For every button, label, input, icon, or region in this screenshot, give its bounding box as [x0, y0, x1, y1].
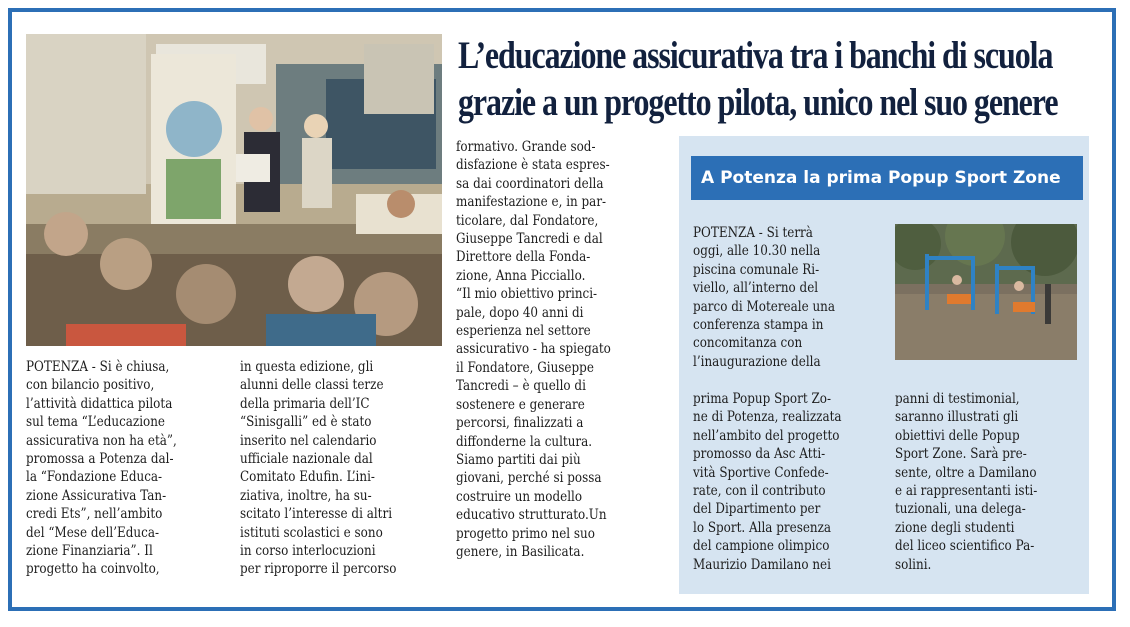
sidebar-line: panni di testimonial, [895, 391, 1020, 407]
article-line: esperienza nel settore [456, 323, 591, 340]
article-line: zione Assicurativa Tan- [26, 487, 167, 504]
article-line: Tancredi – è quello di [456, 378, 586, 395]
sidebar-line: vità Sportive Confede- [693, 464, 829, 481]
article-line: educativo strutturato.Un [456, 507, 607, 524]
article-column-2 [240, 358, 448, 579]
article-line: ticolare, dal Fondatore, [456, 212, 599, 229]
sidebar-line: prima Popup Sport Zo- [693, 391, 832, 407]
article-line: zione, Anna Picciallo. [456, 267, 586, 284]
sidebar-line: del campione olimpico [693, 538, 830, 555]
article-column-3 [456, 138, 668, 561]
sidebar-line: concomitanza con [693, 335, 803, 352]
article-line: manifestazione e, in par- [456, 194, 607, 211]
article-line: istituti scolastici e sono [240, 524, 383, 541]
article-line: della primaria dell’IC [240, 395, 370, 412]
article-line: con bilancio positivo, [26, 377, 155, 394]
article-line: sostenere e generare [456, 396, 585, 413]
article-line: il Fondatore, Giuseppe [456, 359, 594, 376]
sidebar-line: tuzionali, una delega- [895, 501, 1026, 518]
headline [458, 32, 1058, 126]
headline-line-2: grazie a un progetto pilota, unico nel suo genere [458, 81, 1058, 124]
article-line: progetto ha coinvolto, [26, 561, 160, 578]
article-line: POTENZA - Si è chiusa, [26, 359, 170, 375]
sidebar-line: rate, con il contributo [693, 483, 826, 500]
article-line: del “Mese dell’Educa- [26, 524, 159, 541]
sidebar-line: del Dipartimento per [693, 501, 821, 518]
sidebar-line: lo Sport. Alla presenza [693, 519, 832, 536]
article-line: genere, in Basilicata. [456, 543, 585, 560]
article-line: scitato l’interesse di altri [240, 506, 393, 523]
sidebar-line: Maurizio Damilano nei [693, 556, 831, 573]
article-line: in corso interlocuzioni [240, 543, 376, 560]
sidebar-line: promosso da Asc Atti- [693, 446, 826, 463]
article-line: percorsi, finalizzati a [456, 415, 584, 432]
sidebar-title: A Potenza la prima Popup Sport Zone [691, 156, 1083, 200]
article-line: Siamo partiti dai più [456, 451, 581, 468]
article-line: la “Fondazione Educa- [26, 469, 163, 486]
article-line: Giuseppe Tancredi e dal [456, 231, 603, 248]
article-line: zione Finanziaria”. Il [26, 543, 153, 560]
article-line: promossa a Potenza dal- [26, 451, 174, 468]
sidebar-box [679, 136, 1089, 594]
sidebar-column-2 [895, 390, 1085, 574]
sidebar-line: parco di Motereale una [693, 298, 836, 315]
article-line: “Sinisgalli” ed è stato [240, 414, 372, 431]
article-line: assicurativa non ha età”, [26, 432, 177, 449]
sidebar-line: del liceo scientifico Pa- [895, 538, 1035, 555]
article-frame [8, 8, 1116, 611]
sidebar-line: oggi, alle 10.30 nella [693, 243, 821, 260]
sport-zone-photo [895, 224, 1077, 360]
article-line: pale, dopo 40 anni di [456, 304, 584, 321]
sidebar-line: obiettivi delle Popup [895, 427, 1020, 444]
sidebar-line: zione degli studenti [895, 519, 1015, 536]
sidebar-line: POTENZA - Si terrà [693, 225, 813, 241]
article-line: diffonderne la cultura. [456, 433, 593, 450]
article-line: per riproporre il percorso [240, 561, 397, 578]
article-line: progetto primo nel suo [456, 525, 595, 542]
sidebar-line: nell’ambito del progetto [693, 427, 840, 444]
article-line: sa dai coordinatori della [456, 175, 604, 192]
headline-line-1: L’educazione assicurativa tra i banchi di scuola [458, 34, 1053, 77]
article-line: ufficiale nazionale dal [240, 451, 373, 468]
sidebar-line: sente, oltre a Damilano [895, 464, 1037, 481]
article-line: costruire un modello [456, 488, 583, 505]
article-line: giovani, perché si possa [456, 470, 602, 487]
classroom-photo [26, 34, 442, 346]
article-line: Direttore della Fonda- [456, 249, 591, 266]
sidebar-line: Sport Zone. Sarà pre- [895, 446, 1027, 463]
sidebar-column-1-top [693, 224, 889, 371]
article-line: disfazione è stata espres- [456, 157, 610, 174]
sidebar-line: solini. [895, 556, 932, 573]
article-line: credi Ets”, nell’ambito [26, 506, 163, 523]
sidebar-line: l’inaugurazione della [693, 353, 821, 370]
sidebar-line: saranno illustrati gli [895, 409, 1019, 426]
sidebar-line: viello, all’interno del [693, 280, 819, 297]
sidebar-line: conferenza stampa in [693, 317, 824, 334]
article-line: formativo. Grande sod- [456, 139, 596, 155]
sidebar-line: e ai rappresentanti isti- [895, 483, 1038, 500]
article-line: “Il mio obiettivo princi- [456, 286, 598, 303]
sidebar-column-1-bottom [693, 390, 889, 574]
article-line: ziativa, inoltre, ha su- [240, 487, 372, 504]
article-line: l’attività didattica pilota [26, 395, 173, 412]
article-line: inserito nel calendario [240, 432, 377, 449]
article-line: in questa edizione, gli [240, 359, 374, 375]
article-line: assicurativo - ha spiegato [456, 341, 611, 358]
sidebar-line: piscina comunale Ri- [693, 261, 820, 278]
article-column-1 [26, 358, 234, 579]
article-line: alunni delle classi terze [240, 377, 384, 394]
article-line: sul tema “L’educazione [26, 414, 166, 431]
article-line: Comitato Edufin. L’ini- [240, 469, 375, 486]
sidebar-line: ne di Potenza, realizzata [693, 409, 842, 426]
